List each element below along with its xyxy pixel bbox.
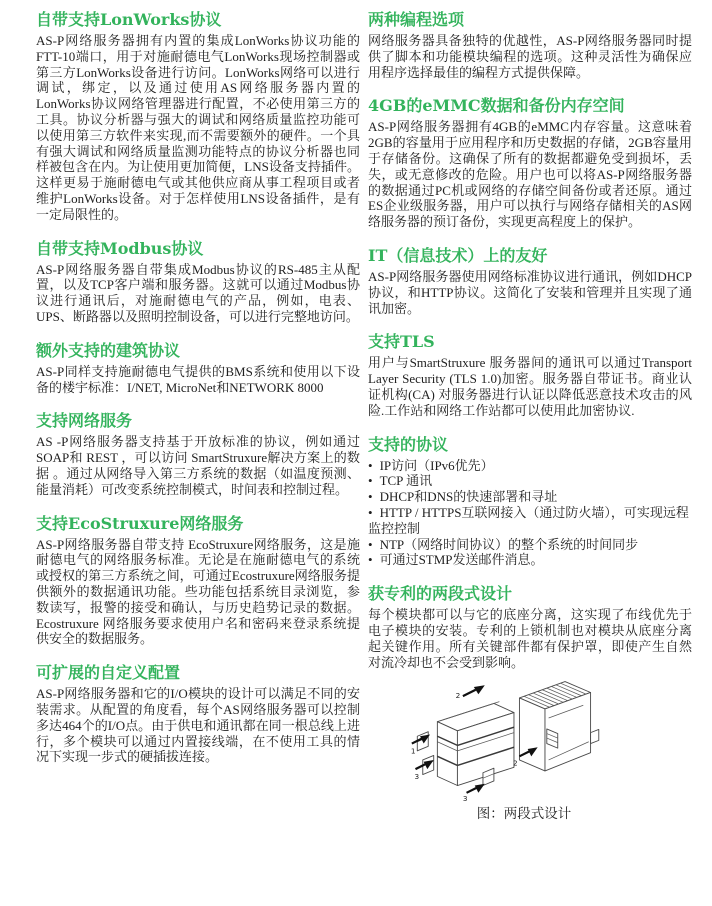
section-body: 网络服务器具备独特的优越性，AS-P网络服务器同时提供了脚本和功能模块编程的选项。这种灵活性为确保应用程序选择最佳的编程方式提供保障。 [368, 33, 692, 80]
section-emmc-memory [368, 96, 692, 230]
bullet-item: • DHCP和DNS的快速部署和寻址 [368, 489, 692, 505]
section-body: AS-P网络服务器自带支持 EcoStruxure网络服务，这是施耐德电气的网络服务标准。无论是在施耐德电气的系统或授权的第三方系统之间，可通过Ecostruxure网络服务提供额外的数据通讯功能。些功能包括系统目录浏览，参数读写，报警的接受和确认，与历史趋势记录的数据。Ecostruxure 网络服务要求使用户名和密码来登录系统提供安全的数据服务。 [36, 536, 360, 647]
section-heading-programming-options: 两种编程选项 [368, 10, 465, 29]
section-it-friendly [368, 246, 692, 316]
section-web-services [36, 411, 360, 497]
section-heading-it-friendly: IT（信息技术）上的友好 [368, 245, 548, 265]
section-heading-modbus: 自带支持Modbus协议 [36, 238, 204, 258]
section-heading-ecostruxure-web-services: 支持EcoStruxure网络服务 [36, 513, 244, 533]
bullet-item: • HTTP / HTTPS互联网接入（通过防火墙），可实现远程监控控制 [368, 505, 692, 537]
section-body: AS-P网络服务器使用网络标准协议进行通讯，例如DHCP协议，和HTTP协议。这简化了安装和管理并且实现了通讯加密。 [368, 268, 692, 316]
section-body: AS-P同样支持施耐德电气提供的BMS系统和使用以下设备的楼宇标准：I/NET, MicroNet和NETWORK 8000 [36, 363, 360, 395]
section-body: AS-P网络服务器和它的I/O模块的设计可以满足不同的安装需求。从配置的角度看，每个AS网络服务器可以控制多达464个的I/O点。由于供电和通讯都在同一根总线上进行，多个模块可以通过内置接线端，在不使用工具的情况下实现一步式的硬插拔连接。 [36, 686, 360, 765]
section-custom-config [36, 663, 360, 765]
section-programming-options [368, 10, 692, 80]
bullet-item: • 可通过STMP发送邮件消息。 [368, 552, 692, 568]
arrow-label: 2 [455, 691, 461, 701]
bullet-list [368, 458, 692, 569]
right-column [368, 8, 692, 900]
section-supported-protocols [368, 435, 692, 569]
arrow-label: 3 [414, 772, 420, 782]
terminal-base-drawing [519, 682, 598, 771]
right-column-sections [368, 10, 692, 670]
bullet-item: • NTP（网络时间协议）的整个系统的时间同步 [368, 537, 692, 553]
arrow-label: 1 [410, 746, 416, 756]
section-heading-emmc-memory: 4GB的eMMC数据和备份内存空间 [368, 96, 625, 116]
left-column [36, 8, 360, 900]
left-column-sections [36, 10, 360, 765]
section-body: AS -P网络服务器支持基于开放标准的协议，例如通过SOAP和 REST ，可以访问 SmartStruxure解决方案上的数据 。通过从网络导入第三方系统的数据（如温度预测、能量消耗）可改变系统控制模式，时间表和控制过程。 [36, 434, 360, 497]
section-heading-building-protocols: 额外支持的建筑协议 [36, 340, 181, 360]
section-heading-web-services: 支持网络服务 [36, 411, 133, 431]
section-tls [368, 332, 692, 418]
arrow-icon [475, 784, 485, 793]
figure-caption: 图：两段式设计 [476, 806, 572, 822]
section-two-stage-design [368, 584, 692, 670]
bullet-item: • IP访问（IPv6优先） [368, 458, 692, 474]
section-lonworks [36, 10, 360, 223]
section-body: 每个模块都可以与它的底座分离，这实现了布线优先于电子模块的安装。专利的上锁机制也对模块从底座分离起关键作用。所有关键部件都有保护罩，即使产生自然对流冷却也不会受到影响。 [368, 607, 692, 670]
section-ecostruxure-web-services [36, 514, 360, 648]
section-body: AS-P网络服务器拥有内置的集成LonWorks协议功能的FTT-10端口，用于对施耐德电气LonWorks现场控制器或第三方LonWorks设备进行访问。LonWorks网络可以进行调试，绑定，以及通过使用AS网络服务器内置的LonWorks协议网络管理器进行配置，不必使用第三方的工具。协议分析器与强大的调试和网络质量监控功能可以使用第三方软件来实现,而不需要额外的硬件。一个具有强大调试和网络质量监测功能特点的协议分析器也同样被包含在内。为让使用更加简便，LNS设备支持插件。这样更易于施耐德电气或其他供应商从事工程项目或者维护LonWorks设备。对于怎样使用LNS设备插件，是有一定局限性的。 [36, 33, 360, 222]
section-heading-supported-protocols: 支持的协议 [368, 434, 449, 454]
bullet-item: • TCP 通讯 [368, 473, 692, 489]
section-heading-lonworks: 自带支持LonWorks协议 [36, 10, 222, 29]
section-heading-custom-config: 可扩展的自定义配置 [36, 663, 181, 683]
two-stage-design-figure [402, 676, 646, 822]
section-modbus [36, 239, 360, 325]
section-building-protocols [36, 341, 360, 396]
section-body: AS-P网络服务器拥有4GB的eMMC内存容量。这意味着2GB的容量用于应用程序和历史数据的存储，2GB容量用于存储备份。这确保了所有的数据都避免受到损坏，丢失，或无意修改的危险。用户也可以将AS-P网络服务器的数据通过PC机或网络的存储空间备份或者还原。通过ES企业级服务器，用户可以执行与网络存储相关的AS网络服务器的预订备份，实现更高程度上的保护。 [368, 119, 692, 230]
section-body: AS-P网络服务器自带集成Modbus协议的RS-485主从配置，以及TCP客户端和服务器。这就可以通过Modbus协议进行通讯后，对施耐德电气的产品，例如，电表、UPS、断路器以及照明控制设备，可以进行完整地访问。 [36, 261, 360, 324]
arrow-label: 3 [462, 794, 468, 803]
module-base-illustration-icon [410, 676, 638, 802]
electronics-module-drawing [437, 702, 514, 786]
arrow-label: 2 [513, 758, 518, 768]
section-body: 用户与SmartStruxure 服务器间的通讯可以通过Transport Layer Security (TLS 1.0)加密。服务器自带证书。商业认证机构(CA) 对服务器进行认证以降低恶意技术攻击的风险.工作站和网络工作站都可以使用此加密协议. [368, 355, 692, 418]
section-heading-two-stage-design: 获专利的两段式设计 [368, 584, 513, 604]
section-heading-tls: 支持TLS [368, 332, 435, 352]
